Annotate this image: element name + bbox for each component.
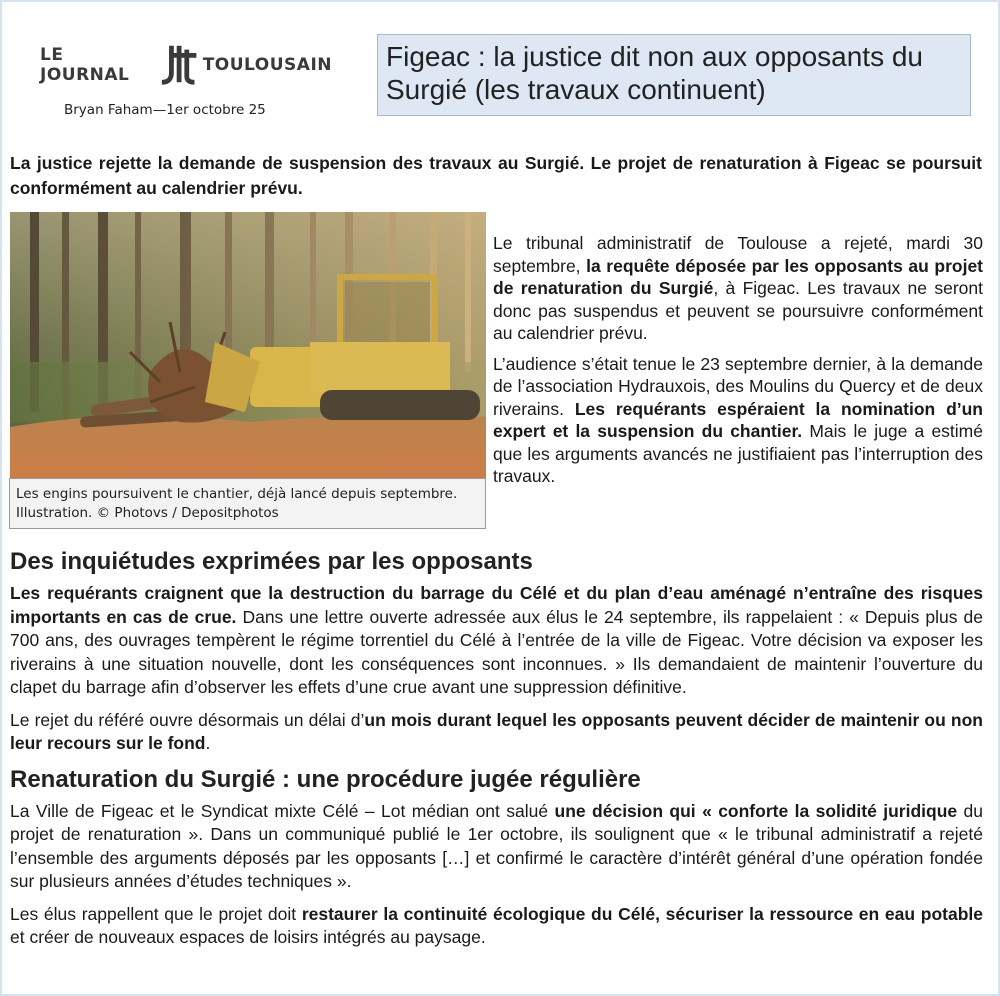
- p1-text-a: Le tribunal administratif de Toulouse a rejeté, mardi 30 septembre,: [493, 233, 983, 276]
- headline: Figeac : la justice dit non aux opposants du Surgié (les travaux continuent): [386, 41, 924, 105]
- p6-text-c: et créer de nouveaux espaces de loisirs intégrés au paysage.: [10, 927, 486, 947]
- section-heading-2: Renaturation du Surgié : une procédure jugée régulière: [10, 765, 641, 793]
- p3-text-bold: Les requérants craignent que la destruction du barrage du Célé et du plan d’eau aménagé n’entraîne des risques importants en cas de crue.: [10, 583, 983, 627]
- p2-text-bold: Les requérants espéraient la nomination d’un expert et la suspension du chantier.: [493, 398, 984, 441]
- p5-text-bold: une décision qui « conforte la solidité juridique: [554, 800, 958, 821]
- bulldozer-forest-photo: [10, 212, 486, 478]
- p4-text-c: .: [205, 733, 211, 753]
- photo-caption: [9, 478, 486, 529]
- byline: Bryan Faham—1er octobre 25: [64, 102, 266, 118]
- p6-text-bold: restaurer la continuité écologique du Célé, sécuriser la ressource en eau potable: [301, 903, 983, 924]
- journal-logo-icon: [158, 43, 198, 87]
- p5-text-c: du projet de renaturation ». Dans un communiqué publié le 1er octobre, ils soulignent que « le tribunal administratif a rejeté l’ensemble des arguments déposés par les opposants […] et confirmé le caractère d’intérêt général d’une opération fondée sur plusieurs années d’études techniques ».: [10, 800, 984, 891]
- lede: La justice rejette la demande de suspension des travaux au Surgié. Le projet de renaturation à Figeac se poursuit conformément au calendrier prévu.: [10, 153, 982, 198]
- paragraph-3: [10, 582, 983, 700]
- p5-text-a: La Ville de Figeac et le Syndicat mixte Célé – Lot médian ont salué: [10, 800, 555, 821]
- masthead: [40, 40, 332, 90]
- article-body-lower: [10, 547, 983, 959]
- p6-text-a: Les élus rappellent que le projet doit: [10, 903, 302, 924]
- section-heading-1: Des inquiétudes exprimées par les opposants: [10, 548, 533, 575]
- caption-line2: Illustration. © Photovs / Depositphotos: [16, 505, 279, 521]
- paragraph-6: [10, 903, 983, 950]
- p2-text-c: Mais le juge a estimé que les arguments avancés ne justifiaient pas l’interruption des travaux.: [493, 421, 983, 486]
- p4-text-a: Le rejet du référé ouvre désormais un délai d’: [10, 709, 365, 730]
- caption-line1: Les engins poursuivent le chantier, déjà lancé depuis septembre.: [16, 486, 458, 502]
- headline-box: [377, 34, 971, 116]
- p1-text-c: , à Figeac. Les travaux ne seront donc pas suspendus et peuvent se poursuivre conformément au calendrier prévu.: [493, 278, 983, 343]
- masthead-right-word: TOULOUSAIN: [202, 55, 332, 75]
- paragraph-2: [493, 353, 983, 488]
- article-column-right: [493, 232, 983, 496]
- p1-text-bold: la requête déposée par les opposants au projet de renaturation du Surgié: [493, 255, 984, 298]
- paragraph-4: [10, 709, 983, 756]
- p2-text-a: L’audience s’était tenue le 23 septembre dernier, à la demande de l’association Hydrauxois, des Moulins du Quercy et de deux riverains.: [493, 353, 983, 419]
- masthead-left-word: LE JOURNAL: [40, 45, 130, 85]
- p4-text-bold: un mois durant lequel les opposants peuvent décider de maintenir ou non leur recours sur le fond: [10, 709, 983, 753]
- p3-text-c: Dans une lettre ouverte adressée aux élus le 24 septembre, ils rappelaient : « Depuis plus de 700 ans, des ouvrages tempèrent le régime torrentiel du Célé à l’entrée de la ville de Figeac. Votre décision va exposer les riverains à une situation nouvelle, dont les conséquences sont inconnues. » Ils demandaient de maintenir l’ouverture du clapet du barrage afin d’observer les effets d’une crue avant une suppression définitive.: [10, 606, 983, 697]
- article-photo: [10, 212, 486, 478]
- paragraph-1: [493, 232, 983, 345]
- paragraph-5: [10, 800, 983, 894]
